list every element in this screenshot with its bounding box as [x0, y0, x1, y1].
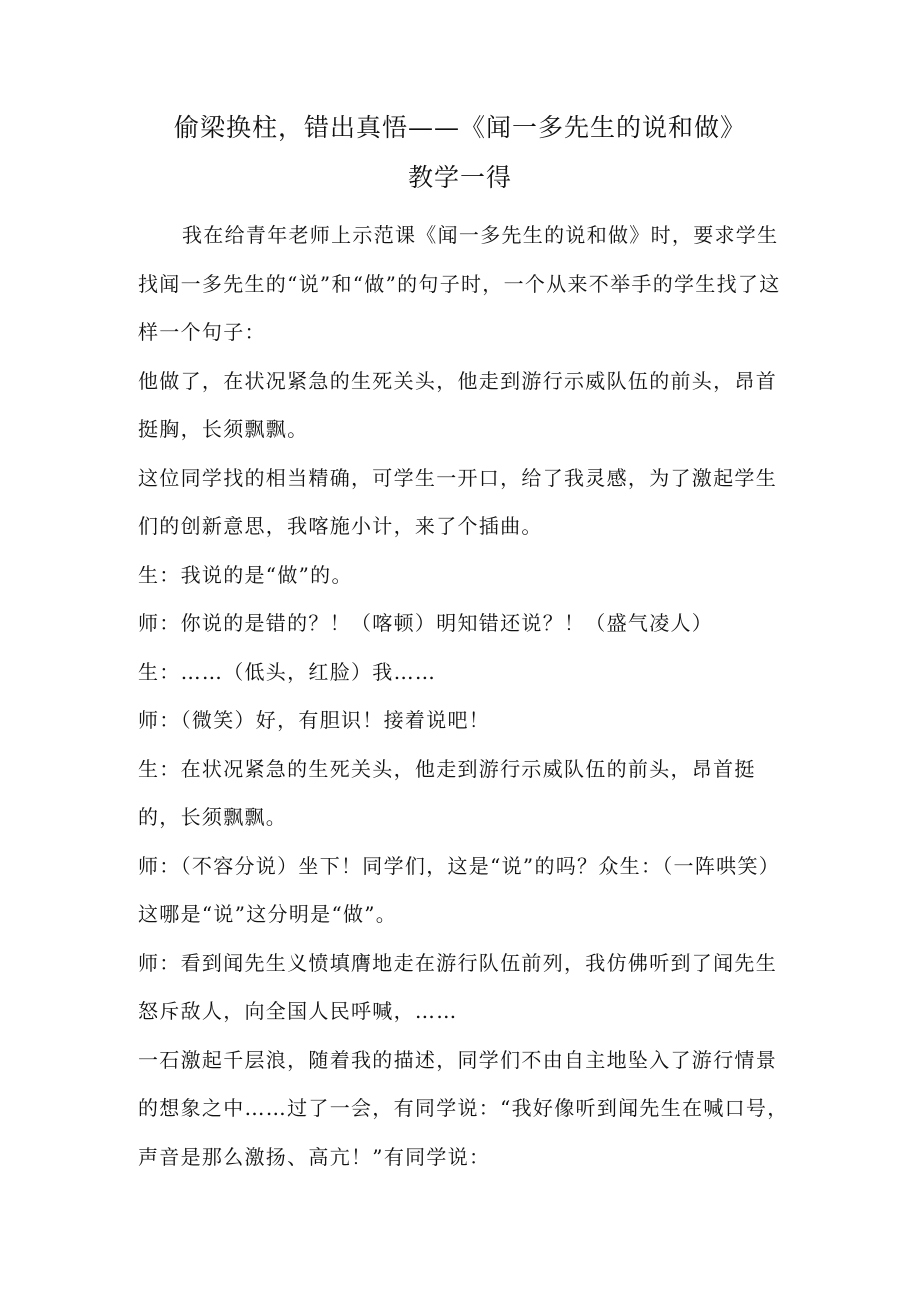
dialogue-line: 生：……（低头，红脸）我……	[138, 659, 437, 684]
dialogue-line: 生：我说的是“做”的。	[138, 562, 353, 587]
paragraph: 我在给青年老师上示范课《闻一多先生的说和做》时，要求学生找闻一多先生的“说”和“做”的句子时，一个从来不举手的学生找了这样一个句子：	[138, 223, 781, 344]
paragraph: 一石激起千层浪，随着我的描述，同学们不由自主地坠入了游行情景的想象之中……过了一会，有同学说：“我好像听到闻先生在喊口号，声音是那么激扬、高亢！”有同学说：	[138, 1047, 789, 1169]
paragraph: 这位同学找的相当精确，可学生一开口，给了我灵感，为了激起学生们的创新意思，我喀施小计，来了个插曲。	[138, 465, 777, 538]
dialogue-line: 师：看到闻先生义愤填膺地走在游行队伍前列，我仿佛听到了闻先生怒斥敌人，向全国人民呼喊，……	[138, 950, 777, 1023]
dialogue-line: 师：（不容分说）坐下！同学们，这是“说”的吗？众生：（一阵哄笑）这哪是“说”这分明是“做”。	[138, 853, 781, 926]
dialogue-line: 师：（微笑）好，有胆识！接着说吧！	[138, 708, 491, 732]
dialogue-line: 师：你说的是错的？！（喀顿）明知错还说？！（盛气凌人）	[138, 611, 714, 635]
document-subtitle: 教学一得	[407, 163, 512, 192]
paragraph: 他做了，在状况紧急的生死关头，他走到游行示威队伍的前头，昂首挺胸，长须飘飘。	[138, 368, 777, 441]
document-body	[138, 211, 798, 1181]
dialogue-line: 生：在状况紧急的生死关头，他走到游行示威队伍的前头，昂首挺的，长须飘飘。	[138, 756, 756, 829]
document-title: 偷梁换柱，错出真悟——《闻一多先生的说和做》	[173, 113, 746, 142]
